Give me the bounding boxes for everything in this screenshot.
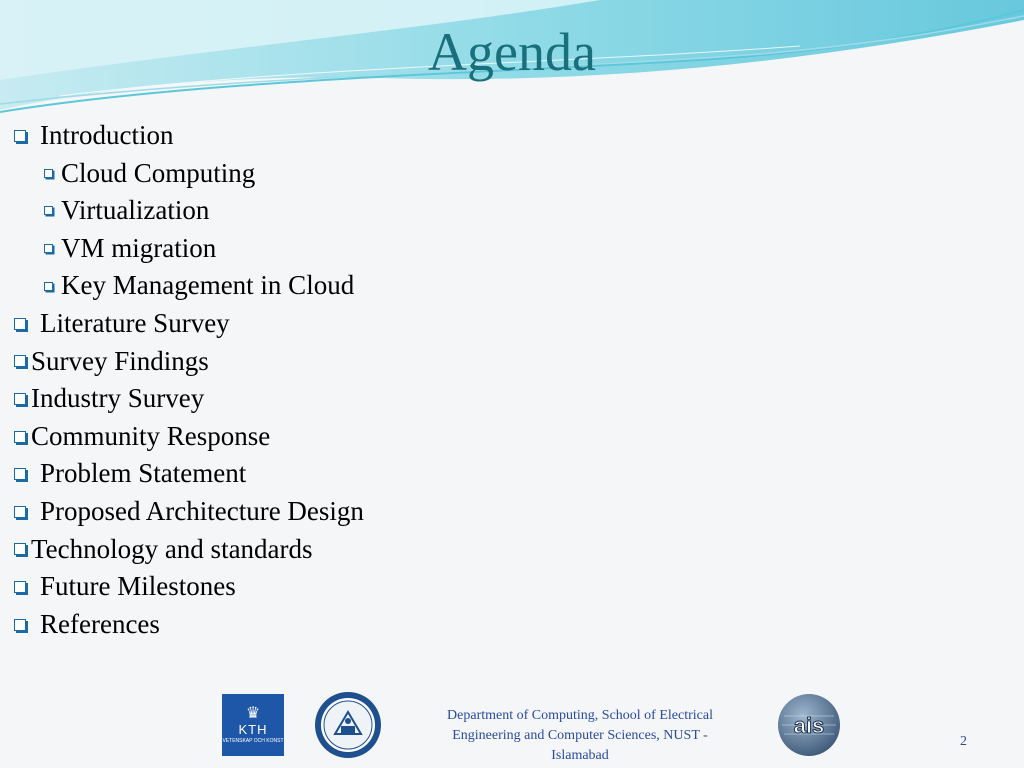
agenda-subitem-vm-migration: VM migration — [14, 230, 364, 268]
agenda-subitem-cloud-computing: Cloud Computing — [14, 155, 364, 193]
crown-icon: ♛ — [245, 705, 261, 722]
agenda-subitem-virtualization: Virtualization — [14, 192, 364, 230]
agenda-item-future-milestones: Future Milestones — [14, 568, 364, 606]
checkbox-bullet-icon — [44, 282, 53, 291]
agenda-item-industry-survey: Industry Survey — [14, 380, 364, 418]
checkbox-bullet-icon — [14, 468, 26, 480]
agenda-item-references: References — [14, 606, 364, 644]
agenda-list — [14, 117, 364, 643]
checkbox-bullet-icon — [14, 355, 26, 367]
nust-seal-logo — [313, 690, 383, 760]
checkbox-bullet-icon — [14, 581, 26, 593]
agenda-item-community-response: Community Response — [14, 418, 364, 456]
checkbox-bullet-icon — [14, 130, 26, 142]
page-number: 2 — [960, 734, 967, 749]
ais-logo — [776, 692, 842, 758]
agenda-item-introduction: Introduction — [14, 117, 364, 155]
checkbox-bullet-icon — [44, 244, 53, 253]
checkbox-bullet-icon — [14, 543, 26, 555]
agenda-subitem-key-management: Key Management in Cloud — [14, 267, 364, 305]
checkbox-bullet-icon — [14, 393, 26, 405]
slide-title: Agenda — [428, 22, 596, 82]
agenda-item-literature-survey: Literature Survey — [14, 305, 364, 343]
agenda-item-survey-findings: Survey Findings — [14, 343, 364, 381]
checkbox-bullet-icon — [44, 206, 53, 215]
checkbox-bullet-icon — [44, 169, 53, 178]
checkbox-bullet-icon — [14, 318, 26, 330]
agenda-item-technology-standards: Technology and standards — [14, 531, 364, 569]
checkbox-bullet-icon — [14, 619, 26, 631]
checkbox-bullet-icon — [14, 431, 26, 443]
agenda-item-proposed-architecture: Proposed Architecture Design — [14, 493, 364, 531]
checkbox-bullet-icon — [14, 506, 26, 518]
agenda-item-problem-statement: Problem Statement — [14, 455, 364, 493]
footer-department-text: Department of Computing, School of Electrical Engineering and Computer Sciences, NUST - Islamabad — [447, 708, 713, 763]
kth-logo: ♛ KTH VETENSKAP OCH KONST — [222, 694, 284, 756]
svg-text:ais: ais — [793, 713, 825, 738]
